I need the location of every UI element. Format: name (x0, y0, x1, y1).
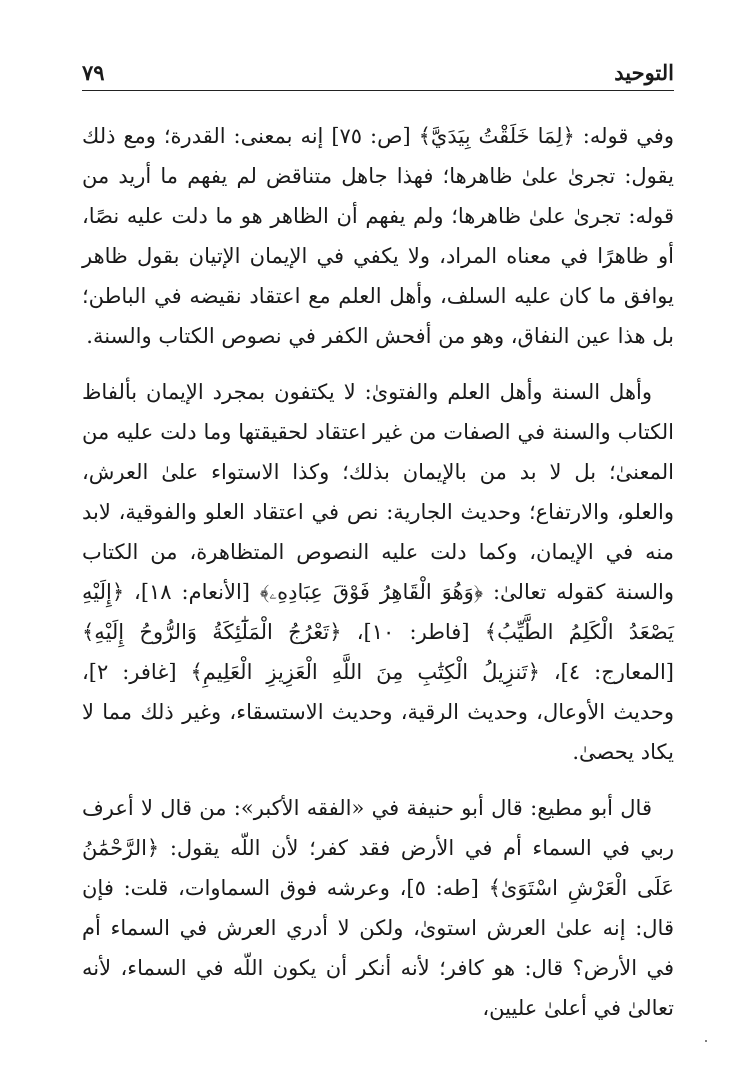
page-body (82, 116, 674, 1028)
scan-speck (705, 1040, 707, 1042)
paragraph-1: وفي قوله: ﴿لِمَا خَلَقْتُ بِيَدَيَّ﴾ [ص: ٧٥] إنه بمعنى: القدرة؛ ومع ذلك يقول: تجرىٰ علىٰ ظاهرها؛ فهذا جاهل متناقض لم يفهم ما أريد من قوله: تجرىٰ علىٰ ظاهرها؛ ولم يفهم أن الظاهر هو ما دلت عليه نصًا، أو ظاهرًا في معناه المراد، ولا يكفي في الإيمان الإتيان بقول ظاهر يوافق ما كان عليه السلف، وأهل العلم مع اعتقاد نقيضه في الباطن؛ بل هذا عين النفاق، وهو من أفحش الكفر في نصوص الكتاب والسنة. (82, 124, 674, 348)
chapter-title: التوحيد (614, 59, 674, 85)
paragraph-2: وأهل السنة وأهل العلم والفتوىٰ: لا يكتفون بمجرد الإيمان بألفاظ الكتاب والسنة في الصفات من غير اعتقاد لحقيقتها وما دلت عليه من المعنىٰ؛ بل لا بد من بالإيمان بذلك؛ وكذا الاستواء علىٰ العرش، والعلو، والارتفاع؛ وحديث الجارية: نص في اعتقاد العلو والفوقية، لابد منه في الإيمان، وكما دلت عليه النصوص المتظاهرة، من الكتاب والسنة كقوله تعالىٰ: ﴿وَهُوَ الْقَاهِرُ فَوْقَ عِبَادِهِۦ﴾ [الأنعام: ١٨]، ﴿إِلَيْهِ يَصْعَدُ الْكَلِمُ الطَّيِّبُ﴾ [فاطر: ١٠]، ﴿تَعْرُجُ الْمَلَٰٓئِكَةُ وَالرُّوحُ إِلَيْهِ﴾ [المعارج: ٤]، ﴿تَنزِيلُ الْكِتَٰبِ مِنَ اللَّهِ الْعَزِيزِ الْعَلِيمِ﴾ [غافر: ٢]، وحديث الأوعال، وحديث الرقية، وحديث الاستسقاء، وغير ذلك مما لا يكاد يحصىٰ. (82, 380, 674, 764)
page-header (82, 58, 674, 86)
paragraph-3: قال أبو مطيع: قال أبو حنيفة في «الفقه الأكبر»: من قال لا أعرف ربي في السماء أم في الأرض فقد كفر؛ لأن اللّه يقول: ﴿الرَّحْمَٰنُ عَلَى الْعَرْشِ اسْتَوَىٰ﴾ [طه: ٥]، وعرشه فوق السماوات، قلت: فإن قال: إنه علىٰ العرش استوىٰ، ولكن لا أدري العرش في السماء أم في الأرض؟ قال: هو كافر؛ لأنه أنكر أن يكون اللّه في السماء، لأنه تعالىٰ في أعلىٰ عليين، (82, 796, 674, 1020)
header-divider (82, 90, 674, 91)
page-number: ٧٩ (82, 59, 105, 85)
